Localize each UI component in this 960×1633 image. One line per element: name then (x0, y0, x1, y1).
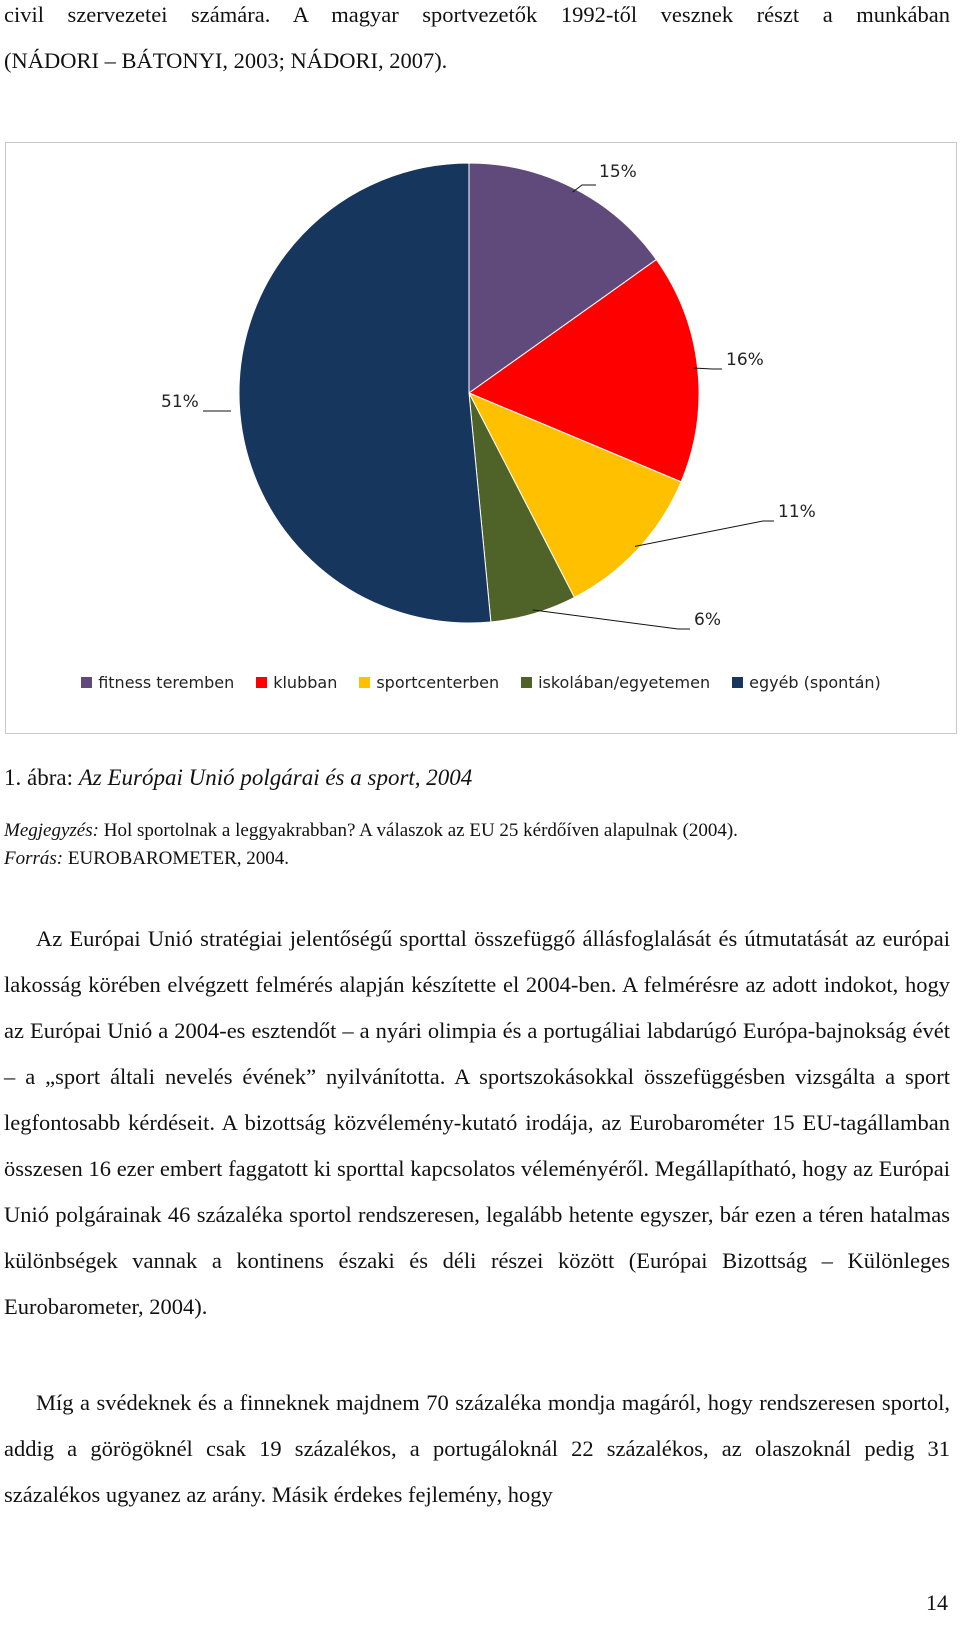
source-label: Forrás: (4, 848, 64, 869)
pie-chart-frame (5, 142, 957, 734)
legend-swatch-4 (521, 677, 532, 688)
data-label-1: 15% (599, 162, 637, 182)
data-label-3: 11% (778, 502, 816, 522)
note-text: Hol sportolnak a leggyakrabban? A válaszok az EU 25 kérdőíven alapulnak (2004). (98, 820, 738, 841)
source-text: EUROBAROMETER, 2004. (63, 848, 290, 869)
data-label-2: 16% (726, 350, 764, 370)
figure-note (4, 817, 738, 873)
legend-swatch-2 (256, 677, 267, 688)
page-number: 14 (926, 1590, 948, 1615)
legend-label-5: egyéb (spontán) (749, 673, 881, 692)
leader-line-4 (533, 610, 690, 629)
body-paragraph-1: Az Európai Unió stratégiai jelentőségű sporttal összefüggő állásfoglalását és útmutatását az európai lakosság körében elvégzett felmérés alapján készítette el 2004-ben. A felmérésre az adott indokot, hogy az Európai Unió a 2004-es esztendőt – a nyári olimpia és a portugáliai labdarúgó Európa-bajnokság évét – a „sport általi nevelés évének” nyilvánította. A sportszokásokkal összefüggésben vizsgálta a sport legfontosabb kérdéseit. A bizottság közvélemény-kutató irodája, az Eurobarométer 15 EU-tagállamban összesen 16 ezer embert faggatott ki sporttal kapcsolatos véleményéről. Megállapítható, hogy az Európai Unió polgárainak 46 százaléka sportol rendszeresen, legalább hetente egyszer, bár ezen a téren hatalmas különbségek vannak a kontinens északi és déli részei között (Európai Bizottság – Különleges Eurobarometer, 2004). (4, 926, 950, 1319)
legend-label-4: iskolában/egyetemen (538, 673, 711, 692)
legend-item-1 (81, 673, 234, 692)
figure-caption (4, 765, 472, 791)
legend-swatch-3 (359, 677, 370, 688)
legend-label-1: fitness teremben (98, 673, 235, 692)
pie-slice-5 (239, 163, 491, 623)
legend-label-2: klubban (273, 673, 338, 692)
legend-item-2 (256, 673, 337, 692)
caption-title: Az Európai Unió polgárai és a sport, 2004 (78, 765, 473, 790)
note-label: Megjegyzés: (4, 820, 99, 841)
intro-line-2: (NÁDORI – BÁTONYI, 2003; NÁDORI, 2007). (4, 48, 448, 73)
legend-item-3 (359, 673, 499, 692)
legend-swatch-1 (81, 677, 92, 688)
intro-line-1: civil szervezetei számára. A magyar sportvezetők 1992-től vesznek részt a munkában (4, 2, 950, 27)
data-label-4: 6% (694, 610, 721, 630)
chart-legend (6, 673, 956, 692)
caption-number: 1. ábra: (4, 765, 79, 790)
legend-label-3: sportcenterben (376, 673, 500, 692)
note-line-1 (4, 817, 738, 845)
intro-text (4, 0, 950, 84)
note-line-2 (4, 845, 738, 873)
legend-item-4 (521, 673, 710, 692)
legend-item-5 (732, 673, 881, 692)
legend-swatch-5 (732, 677, 743, 688)
pie-chart (6, 143, 956, 663)
body-paragraph-2: Míg a svédeknek és a finneknek majdnem 70 százaléka mondja magáról, hogy rendszeresen sportol, addig a görögöknél csak 19 százalékos, a portugáloknál 22 százalékos, az olaszoknál pedig 31 százalékos ugyanez az arány. Másik érdekes fejlemény, hogy (4, 1390, 950, 1507)
data-label-5: 51% (161, 392, 199, 412)
